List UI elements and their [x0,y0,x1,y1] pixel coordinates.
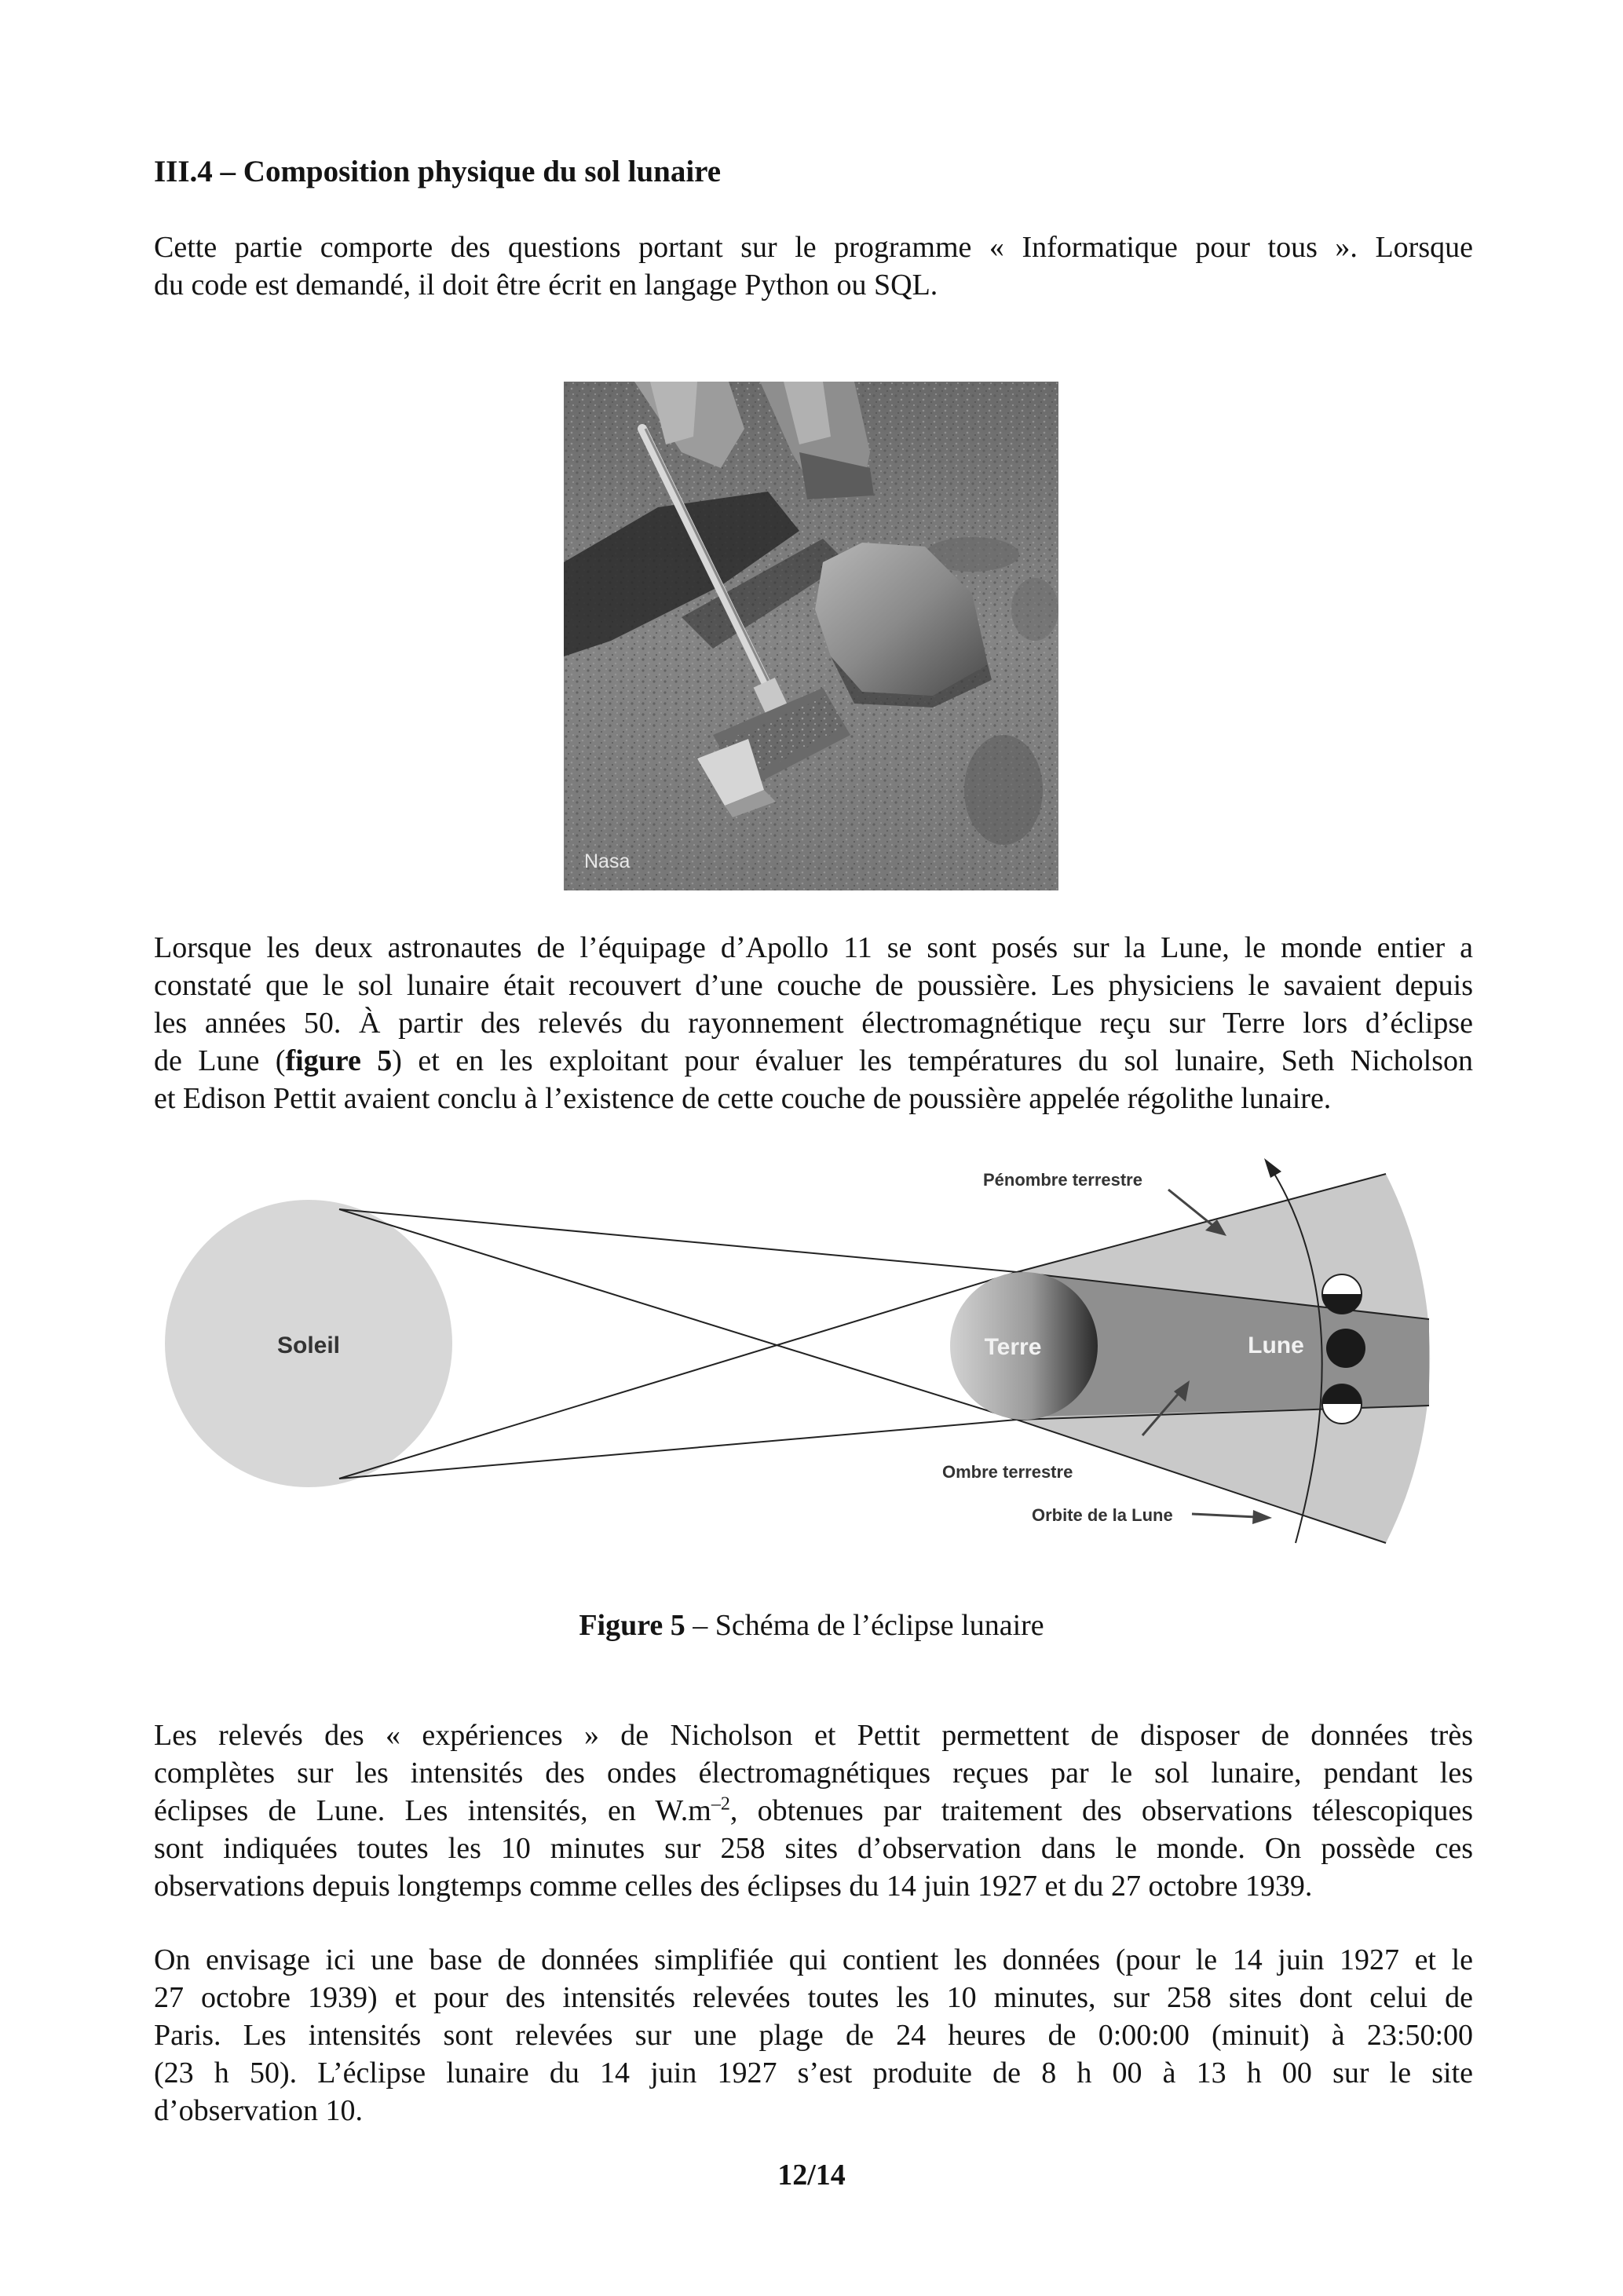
moon-phase-lower [1322,1384,1362,1424]
eclipse-diagram [165,1154,1453,1563]
moon-label: Lune [1248,1333,1304,1358]
orbit-label: Orbite de la Lune [1032,1505,1173,1525]
data-paragraph [154,1717,1473,1905]
line-text: de Lune ( [154,1044,286,1077]
moon-eclipsed [1326,1329,1365,1368]
paragraph-line: constaté que le sol lunaire était recouvert d’une couche de poussière. Les physiciens le savaient depuis [154,969,1473,1002]
unit-exponent: –2 [711,1793,730,1815]
orbit-arrow-head [1264,1158,1281,1178]
paragraph-line: les années 50. À partir des relevés du rayonnement électromagnétique reçu sur Terre lors d’éclipse [154,1007,1473,1040]
ray-line [339,1420,1017,1479]
paragraph-line: (23 h 50). L’éclipse lunaire du 14 juin 1927 s’est produite de 8 h 00 à 13 h 00 sur le site [154,2057,1473,2089]
intro-paragraph [154,229,1473,304]
figure-caption-label: Figure 5 [579,1609,685,1642]
lunar-soil-photo [564,382,1058,890]
intro-line: Cette partie comporte des questions portant sur le programme « Informatique pour tous ». Lorsque [154,231,1473,264]
figure-caption [0,1608,1623,1643]
orbit-pointer [1192,1514,1256,1517]
moon-phase-upper [1322,1274,1362,1314]
section-heading: III.4 – Composition physique du sol lunaire [154,155,722,188]
paragraph-line [154,1792,1473,1830]
database-paragraph [154,1941,1473,2130]
umbra-label: Ombre terrestre [942,1462,1073,1482]
paragraph-line: sont indiquées toutes les 10 minutes sur 258 sites d’observation dans le monde. On possède ces [154,1832,1473,1865]
penumbra-pointer [1168,1190,1217,1229]
paragraph-line: Paris. Les intensités sont relevées sur une plage de 24 heures de 0:00:00 (minuit) à 23:50:00 [154,2019,1473,2052]
paragraph-line: complètes sur les intensités des ondes électromagnétiques reçues par le sol lunaire, pendant les [154,1757,1473,1790]
paragraph-line: Lorsque les deux astronautes de l’équipage d’Apollo 11 se sont posés sur la Lune, le monde entier a [154,931,1473,964]
apollo-paragraph [154,929,1473,1117]
lunar-soil-photo-image [564,382,1058,890]
paragraph-line: d’observation 10. [154,2094,363,2127]
paragraph-line: observations depuis longtemps comme celles des éclipses du 14 juin 1927 et du 27 octobre 1939. [154,1870,1313,1903]
paragraph-line: Les relevés des « expériences » de Nicholson et Pettit permettent de disposer de données très [154,1719,1473,1752]
earth-label: Terre [984,1334,1042,1360]
line-text: éclipses de Lune. Les intensités, en W.m [154,1794,711,1827]
figure-reference: figure 5 [285,1044,393,1077]
line-text: ) et en les exploitant pour évaluer les températures du sol lunaire, Seth Nicholson [392,1044,1473,1077]
paragraph-line [154,1042,1473,1080]
page-number: 12/14 [777,2159,846,2192]
orbit-pointer-head [1252,1510,1272,1524]
line-text: , obtenues par traitement des observations télescopiques [729,1794,1473,1827]
paragraph-line: et Edison Pettit avaient conclu à l’existence de cette couche de poussière appelée régolithe lunaire. [154,1082,1332,1115]
paragraph-line: On envisage ici une base de données simplifiée qui contient les données (pour le 14 juin 1927 et le [154,1943,1473,1976]
sun-label: Soleil [276,1333,341,1358]
penumbra-label: Pénombre terrestre [983,1170,1142,1190]
intro-line: du code est demandé, il doit être écrit en langage Python ou SQL. [154,269,938,302]
paragraph-line: 27 octobre 1939) et pour des intensités relevées toutes les 10 minutes, sur 258 sites dont celui de [154,1981,1473,2014]
photo-credit: Nasa [584,850,631,872]
figure-caption-text: – Schéma de l’éclipse lunaire [685,1609,1044,1642]
